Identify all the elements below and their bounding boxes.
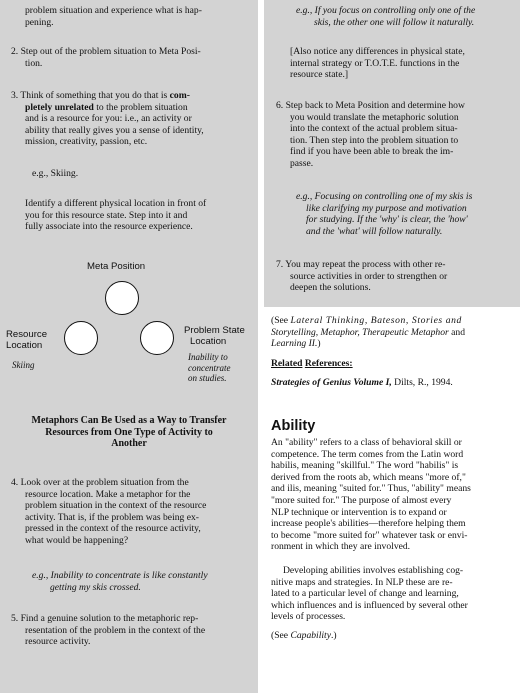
- see-capability: (See Capability.): [271, 630, 337, 641]
- notice-text: [Also notice any differences in physical state, internal strategy or T.O.T.E. functions in the resource state.]: [290, 46, 465, 81]
- intro-text: problem situation and experience what is hap- pening.: [25, 5, 202, 28]
- ability-heading: Ability: [271, 418, 316, 434]
- see-also: (See Lateral Thinking, Bateson, Stories and Storytelling, Metaphor, Therapeutic Metaphor and Learning II.): [271, 315, 465, 350]
- meta-position-label: Meta Position: [87, 261, 146, 272]
- example-skiing: e.g., Skiing.: [32, 168, 79, 179]
- step-6: 6. Step back to Meta Position and determine how you would translate the metaphoric solution into the context of the actual problem situa- tion. Then step into the problem situation to find if you have been able to break the im- passe.: [276, 100, 465, 169]
- step-4: 4. Look over at the problem situation from the resource location. Make a metaphor for the problem situation in the context of the resource activity. That is, if the problem was being ex- pressed in the context of the resource activity, what would be happening?: [11, 477, 207, 546]
- problem-location-label: Problem State Location: [184, 325, 245, 347]
- identify-text: Identify a different physical location in front of you for this resource state. Step into it and fully associate into the resource experience.: [25, 198, 207, 233]
- example-4: e.g., Inability to concentrate is like constantly getting my skis crossed.: [32, 570, 208, 593]
- related-references-heading: Related References:: [271, 358, 353, 369]
- ability-paragraph-2: Developing abilities involves establishing cog- nitive maps and strategies. In NLP these are re- lated to a particular level of change and learning, which influences and is influenced by several other levels of processes.: [271, 565, 468, 623]
- resource-example: Skiing: [12, 360, 35, 370]
- step-3: 3. Think of something that you do that is com- pletely unrelated to the problem situation and is a resource for you: i.e., an activity or ability that really gives you a sense of identity, mission, creativity, passion, etc.: [11, 90, 204, 148]
- step-7: 7. You may repeat the process with other re- source activities in order to strengthen or deepen the solutions.: [276, 259, 448, 294]
- step-2: 2. Step out of the problem situation to Meta Posi- tion.: [11, 46, 201, 69]
- problem-example: Inability to concentrate on studies.: [188, 352, 231, 383]
- example-6: e.g., Focusing on controlling one of my skis is like clarifying my purpose and motivation for studying. If the 'why' is clear, the 'how' and the 'what' will follow naturally.: [296, 191, 473, 237]
- problem-location-circle: [141, 322, 174, 355]
- resource-location-label: Resource Location: [6, 329, 48, 351]
- reference-entry: Strategies of Genius Volume I, Dilts, R., 1994.: [271, 377, 453, 388]
- step-5: 5. Find a genuine solution to the metaphoric rep- resentation of the problem in the context of the resource activity.: [11, 613, 206, 648]
- metaphors-subheading: Metaphors Can Be Used as a Way to Transfer Resources from One Type of Activity to Another: [31, 415, 227, 449]
- ability-paragraph-1: An "ability" refers to a class of behavioral skill or competence. The term comes from the Latin word habilis, meaning "skillful." The word "habilis" is derived from the roots ab, which means "more of," and ilis, meaning "suited for." Thus, "ability" means "more suited for." The purpose of almost every NLP technique or intervention is to expand or increase people's abilities—therefore helping them to become "more suited for" whatever task or envi- ronment in which they are involved.: [271, 437, 471, 553]
- resource-location-circle: [65, 322, 98, 355]
- example-top-right: e.g., If you focus on controlling only one of the skis, the other one will follow it naturally.: [296, 5, 476, 28]
- meta-position-circle: [106, 282, 139, 315]
